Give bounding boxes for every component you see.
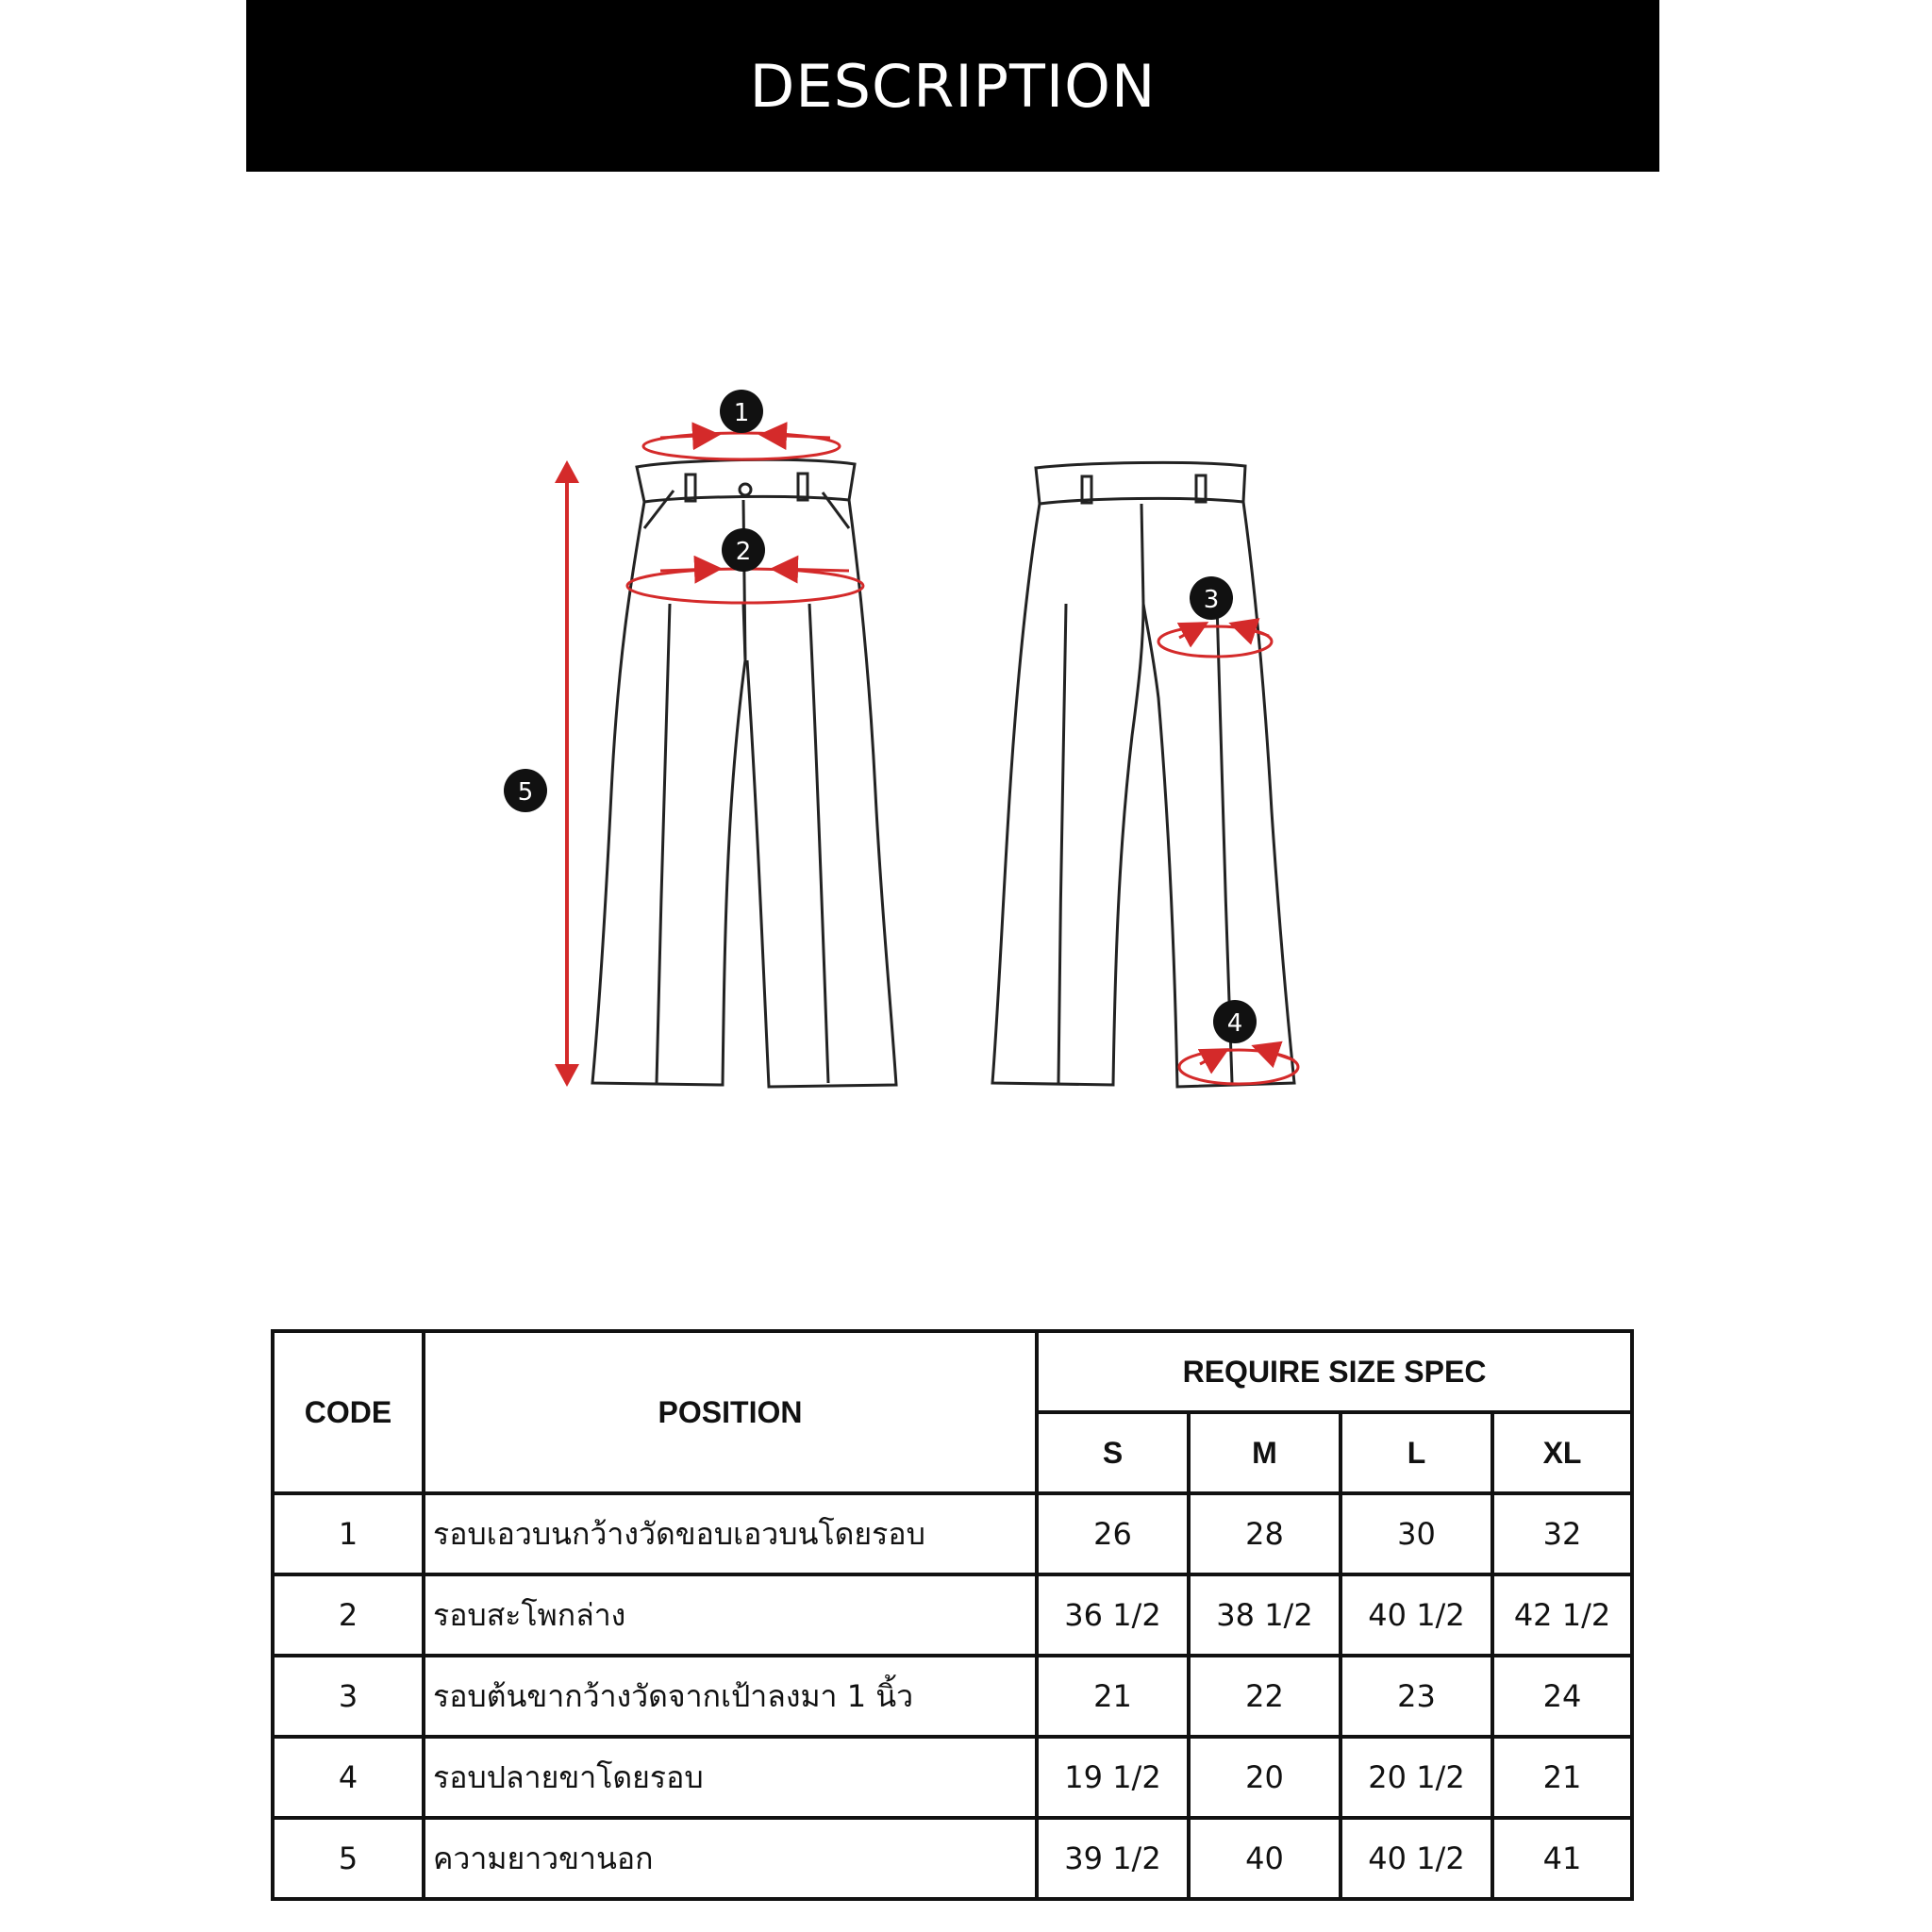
svg-text:5: 5 (517, 778, 534, 807)
row-code: 4 (273, 1737, 424, 1818)
row-value-xl: 42 1/2 (1492, 1574, 1632, 1656)
row-code: 5 (273, 1818, 424, 1899)
header-size-m: M (1189, 1412, 1341, 1493)
table-row (273, 1737, 1632, 1818)
row-value-m: 40 (1189, 1818, 1341, 1899)
table-row (273, 1574, 1632, 1656)
row-value-l: 20 1/2 (1341, 1737, 1492, 1818)
waist-measurement-guide (643, 433, 840, 459)
row-position: ความยาวขานอก (424, 1818, 1037, 1899)
row-value-xl: 24 (1492, 1656, 1632, 1737)
row-value-s: 21 (1037, 1656, 1189, 1737)
table-row (273, 1493, 1632, 1574)
row-value-m: 38 1/2 (1189, 1574, 1341, 1656)
header-code: CODE (273, 1331, 424, 1493)
row-value-s: 36 1/2 (1037, 1574, 1189, 1656)
row-value-m: 22 (1189, 1656, 1341, 1737)
row-value-s: 39 1/2 (1037, 1818, 1189, 1899)
row-position: รอบปลายขาโดยรอบ (424, 1737, 1037, 1818)
hem-measurement-guide (1179, 1047, 1298, 1084)
svg-text:1: 1 (733, 399, 750, 427)
row-code: 1 (273, 1493, 424, 1574)
row-value-m: 20 (1189, 1737, 1341, 1818)
row-position: รอบสะโพกล่าง (424, 1574, 1037, 1656)
header-position: POSITION (424, 1331, 1037, 1493)
size-spec-table (271, 1329, 1634, 1901)
header-size-spec: REQUIRE SIZE SPEC (1037, 1331, 1632, 1412)
svg-text:2: 2 (735, 538, 752, 566)
row-code: 2 (273, 1574, 424, 1656)
svg-text:4: 4 (1226, 1009, 1243, 1038)
page-title: DESCRIPTION (749, 51, 1157, 121)
row-value-l: 40 1/2 (1341, 1818, 1492, 1899)
row-value-xl: 21 (1492, 1737, 1632, 1818)
header-size-s: S (1037, 1412, 1189, 1493)
row-position: รอบต้นขากว้างวัดจากเป้าลงมา 1 นิ้ว (424, 1656, 1037, 1737)
table-row (273, 1818, 1632, 1899)
row-value-s: 26 (1037, 1493, 1189, 1574)
row-value-m: 28 (1189, 1493, 1341, 1574)
thigh-measurement-guide (1158, 625, 1272, 657)
marker-2 (722, 528, 765, 572)
marker-5 (504, 769, 547, 812)
marker-4 (1213, 1000, 1257, 1043)
row-value-l: 23 (1341, 1656, 1492, 1737)
pants-back-view (992, 462, 1294, 1087)
marker-1 (720, 390, 763, 433)
header-size-xl: XL (1492, 1412, 1632, 1493)
row-position: รอบเอวบนกว้างวัดขอบเอวบนโดยรอบ (424, 1493, 1037, 1574)
header-size-l: L (1341, 1412, 1492, 1493)
row-value-s: 19 1/2 (1037, 1737, 1189, 1818)
marker-3 (1190, 576, 1233, 620)
row-value-l: 40 1/2 (1341, 1574, 1492, 1656)
length-measurement-guide (555, 460, 579, 1087)
svg-text:3: 3 (1203, 586, 1220, 614)
row-code: 3 (273, 1656, 424, 1737)
row-value-xl: 32 (1492, 1493, 1632, 1574)
table-row (273, 1656, 1632, 1737)
row-value-xl: 41 (1492, 1818, 1632, 1899)
row-value-l: 30 (1341, 1493, 1492, 1574)
